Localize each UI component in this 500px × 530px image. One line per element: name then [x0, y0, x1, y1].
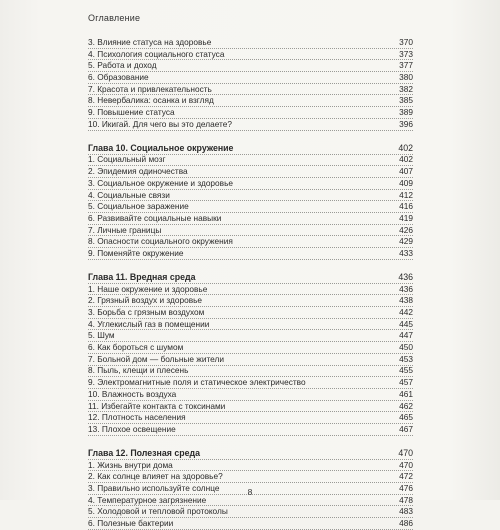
- toc-entry-page: 470: [399, 459, 413, 470]
- toc-entry[interactable]: [88, 518, 413, 530]
- toc-entry-page: 455: [399, 365, 413, 376]
- toc-entry-page: 407: [399, 166, 413, 177]
- toc-entry[interactable]: [88, 342, 413, 354]
- toc-entry[interactable]: [88, 354, 413, 366]
- toc-entry[interactable]: [88, 330, 413, 342]
- toc-entry-page: 377: [399, 60, 413, 71]
- toc-entry-title: 2. Грязный воздух и здоровье: [88, 295, 203, 306]
- toc-entry-page: 445: [399, 318, 413, 329]
- toc-entry-title: 8. Опасности социального окружения: [88, 236, 233, 247]
- toc-entry[interactable]: [88, 460, 413, 472]
- toc-entry-page: 429: [399, 236, 413, 247]
- toc-entry-title: 6. Образование: [88, 72, 149, 83]
- toc-entry[interactable]: [88, 213, 413, 225]
- toc-entry-title: 12. Плотность населения: [88, 412, 186, 423]
- toc-entry[interactable]: [88, 49, 413, 61]
- toc-entry-title: 8. Невербалика: осанка и взгляд: [88, 95, 214, 106]
- toc-entry-title: 1. Социальный мозг: [88, 154, 166, 165]
- toc-entry-page: 457: [399, 377, 413, 388]
- chapter-heading[interactable]: [88, 443, 413, 460]
- toc-entry-title: 2. Как солнце влияет на здоровье?: [88, 471, 223, 482]
- toc-entry-page: 438: [399, 295, 413, 306]
- toc-entry-title: 5. Холодовой и тепловой протоколы: [88, 506, 228, 517]
- toc-entry[interactable]: [88, 401, 413, 413]
- toc-entry-page: 389: [399, 107, 413, 118]
- toc-entry-page: 478: [399, 494, 413, 505]
- toc-entry-title: 4. Температурное загрязнение: [88, 494, 207, 505]
- toc-entry[interactable]: [88, 60, 413, 72]
- toc-entry-title: 7. Больной дом — больные жители: [88, 353, 224, 364]
- toc-entry-title: 10. Влажность воздуха: [88, 388, 177, 399]
- toc-entry-page: 426: [399, 224, 413, 235]
- toc-entry[interactable]: [88, 506, 413, 518]
- toc-entry[interactable]: [88, 319, 413, 331]
- toc-entry-title: 9. Электромагнитные поля и статическое электричество: [88, 377, 306, 388]
- toc-entry-page: 465: [399, 412, 413, 423]
- toc-entry-page: 409: [399, 177, 413, 188]
- toc-entry[interactable]: [88, 155, 413, 167]
- toc-entry-title: 3. Социальное окружение и здоровье: [88, 177, 234, 188]
- toc-entry[interactable]: [88, 119, 413, 131]
- chapter-title: Глава 12. Полезная среда: [88, 447, 200, 458]
- toc-entry-page: 416: [399, 201, 413, 212]
- toc-entry-page: 453: [399, 353, 413, 364]
- toc-entry-title: 2. Эпидемия одиночества: [88, 166, 188, 177]
- toc-entry[interactable]: [88, 201, 413, 213]
- toc-entry[interactable]: [88, 190, 413, 202]
- toc-entry-page: 442: [399, 307, 413, 318]
- toc-entry-page: 472: [399, 471, 413, 482]
- toc-entry-page: 462: [399, 400, 413, 411]
- toc-entry-title: 4. Углекислый газ в помещении: [88, 318, 210, 329]
- toc-entry-title: 9. Повышение статуса: [88, 107, 175, 118]
- toc-entry-title: 4. Психология социального статуса: [88, 48, 225, 59]
- toc-entry-page: 461: [399, 388, 413, 399]
- toc-entry-title: 11. Избегайте контакта с токсинами: [88, 400, 226, 411]
- toc-entry-title: 4. Социальные связи: [88, 189, 170, 200]
- chapter-page: 436: [398, 271, 413, 282]
- toc-entry-title: 8. Пыль, клещи и плесень: [88, 365, 189, 376]
- toc-entry[interactable]: [88, 166, 413, 178]
- chapter-page: 470: [398, 447, 413, 458]
- toc-entry-page: 402: [399, 154, 413, 165]
- table-of-contents: [88, 37, 413, 530]
- toc-entry-title: 6. Развивайте социальные навыки: [88, 212, 222, 223]
- toc-entry-page: 450: [399, 342, 413, 353]
- toc-entry-title: 9. Поменяйте окружение: [88, 247, 184, 258]
- toc-entry-page: 433: [399, 247, 413, 258]
- toc-entry[interactable]: [88, 95, 413, 107]
- toc-entry-page: 476: [399, 482, 413, 493]
- toc-entry[interactable]: [88, 412, 413, 424]
- toc-entry-page: 370: [399, 36, 413, 47]
- toc-entry-title: 5. Социальное заражение: [88, 201, 189, 212]
- toc-entry-title: 6. Полезные бактерии: [88, 518, 174, 529]
- toc-entry-page: 412: [399, 189, 413, 200]
- toc-entry-title: 7. Личные границы: [88, 224, 162, 235]
- toc-entry[interactable]: [88, 377, 413, 389]
- toc-entry-page: 483: [399, 506, 413, 517]
- toc-entry[interactable]: [88, 424, 413, 436]
- toc-entry[interactable]: [88, 225, 413, 237]
- toc-entry[interactable]: [88, 295, 413, 307]
- toc-entry[interactable]: [88, 236, 413, 248]
- toc-entry-page: 486: [399, 518, 413, 529]
- toc-entry[interactable]: [88, 471, 413, 483]
- toc-entry-page: 467: [399, 423, 413, 434]
- toc-entry-page: 436: [399, 283, 413, 294]
- chapter-title: Глава 11. Вредная среда: [88, 271, 196, 282]
- chapter-page: 402: [398, 142, 413, 153]
- toc-entry-page: 419: [399, 212, 413, 223]
- toc-entry-page: 382: [399, 83, 413, 94]
- running-head: Оглавление: [88, 13, 141, 23]
- toc-entry-page: 373: [399, 48, 413, 59]
- toc-entry-title: 3. Правильно используйте солнце: [88, 482, 220, 493]
- toc-entry[interactable]: [88, 37, 413, 49]
- chapter-heading[interactable]: [88, 267, 413, 284]
- toc-entry[interactable]: [88, 366, 413, 378]
- chapter-title: Глава 10. Социальное окружение: [88, 142, 234, 153]
- toc-entry-title: 10. Икигай. Для чего вы это делаете?: [88, 118, 232, 129]
- toc-entry-page: 385: [399, 95, 413, 106]
- toc-entry[interactable]: [88, 72, 413, 84]
- toc-entry-title: 1. Наше окружение и здоровье: [88, 283, 208, 294]
- toc-entry-title: 3. Влияние статуса на здоровье: [88, 36, 212, 47]
- toc-entry-title: 5. Работа и доход: [88, 60, 157, 71]
- toc-entry-page: 380: [399, 72, 413, 83]
- toc-entry-title: 3. Борьба с грязным воздухом: [88, 307, 205, 318]
- page-number: 8: [247, 487, 253, 497]
- toc-entry[interactable]: [88, 107, 413, 119]
- toc-entry[interactable]: [88, 284, 413, 296]
- toc-entry[interactable]: [88, 178, 413, 190]
- toc-entry[interactable]: [88, 248, 413, 260]
- toc-entry[interactable]: [88, 84, 413, 96]
- toc-entry[interactable]: [88, 307, 413, 319]
- toc-entry-title: 7. Красота и привлекательность: [88, 83, 212, 94]
- toc-entry[interactable]: [88, 389, 413, 401]
- toc-entry-title: 6. Как бороться с шумом: [88, 342, 184, 353]
- toc-entry-title: 5. Шум: [88, 330, 115, 341]
- toc-entry-title: 1. Жизнь внутри дома: [88, 459, 173, 470]
- toc-entry-page: 447: [399, 330, 413, 341]
- toc-entry-title: 13. Плохое освещение: [88, 423, 176, 434]
- toc-entry-page: 396: [399, 118, 413, 129]
- chapter-heading[interactable]: [88, 138, 413, 155]
